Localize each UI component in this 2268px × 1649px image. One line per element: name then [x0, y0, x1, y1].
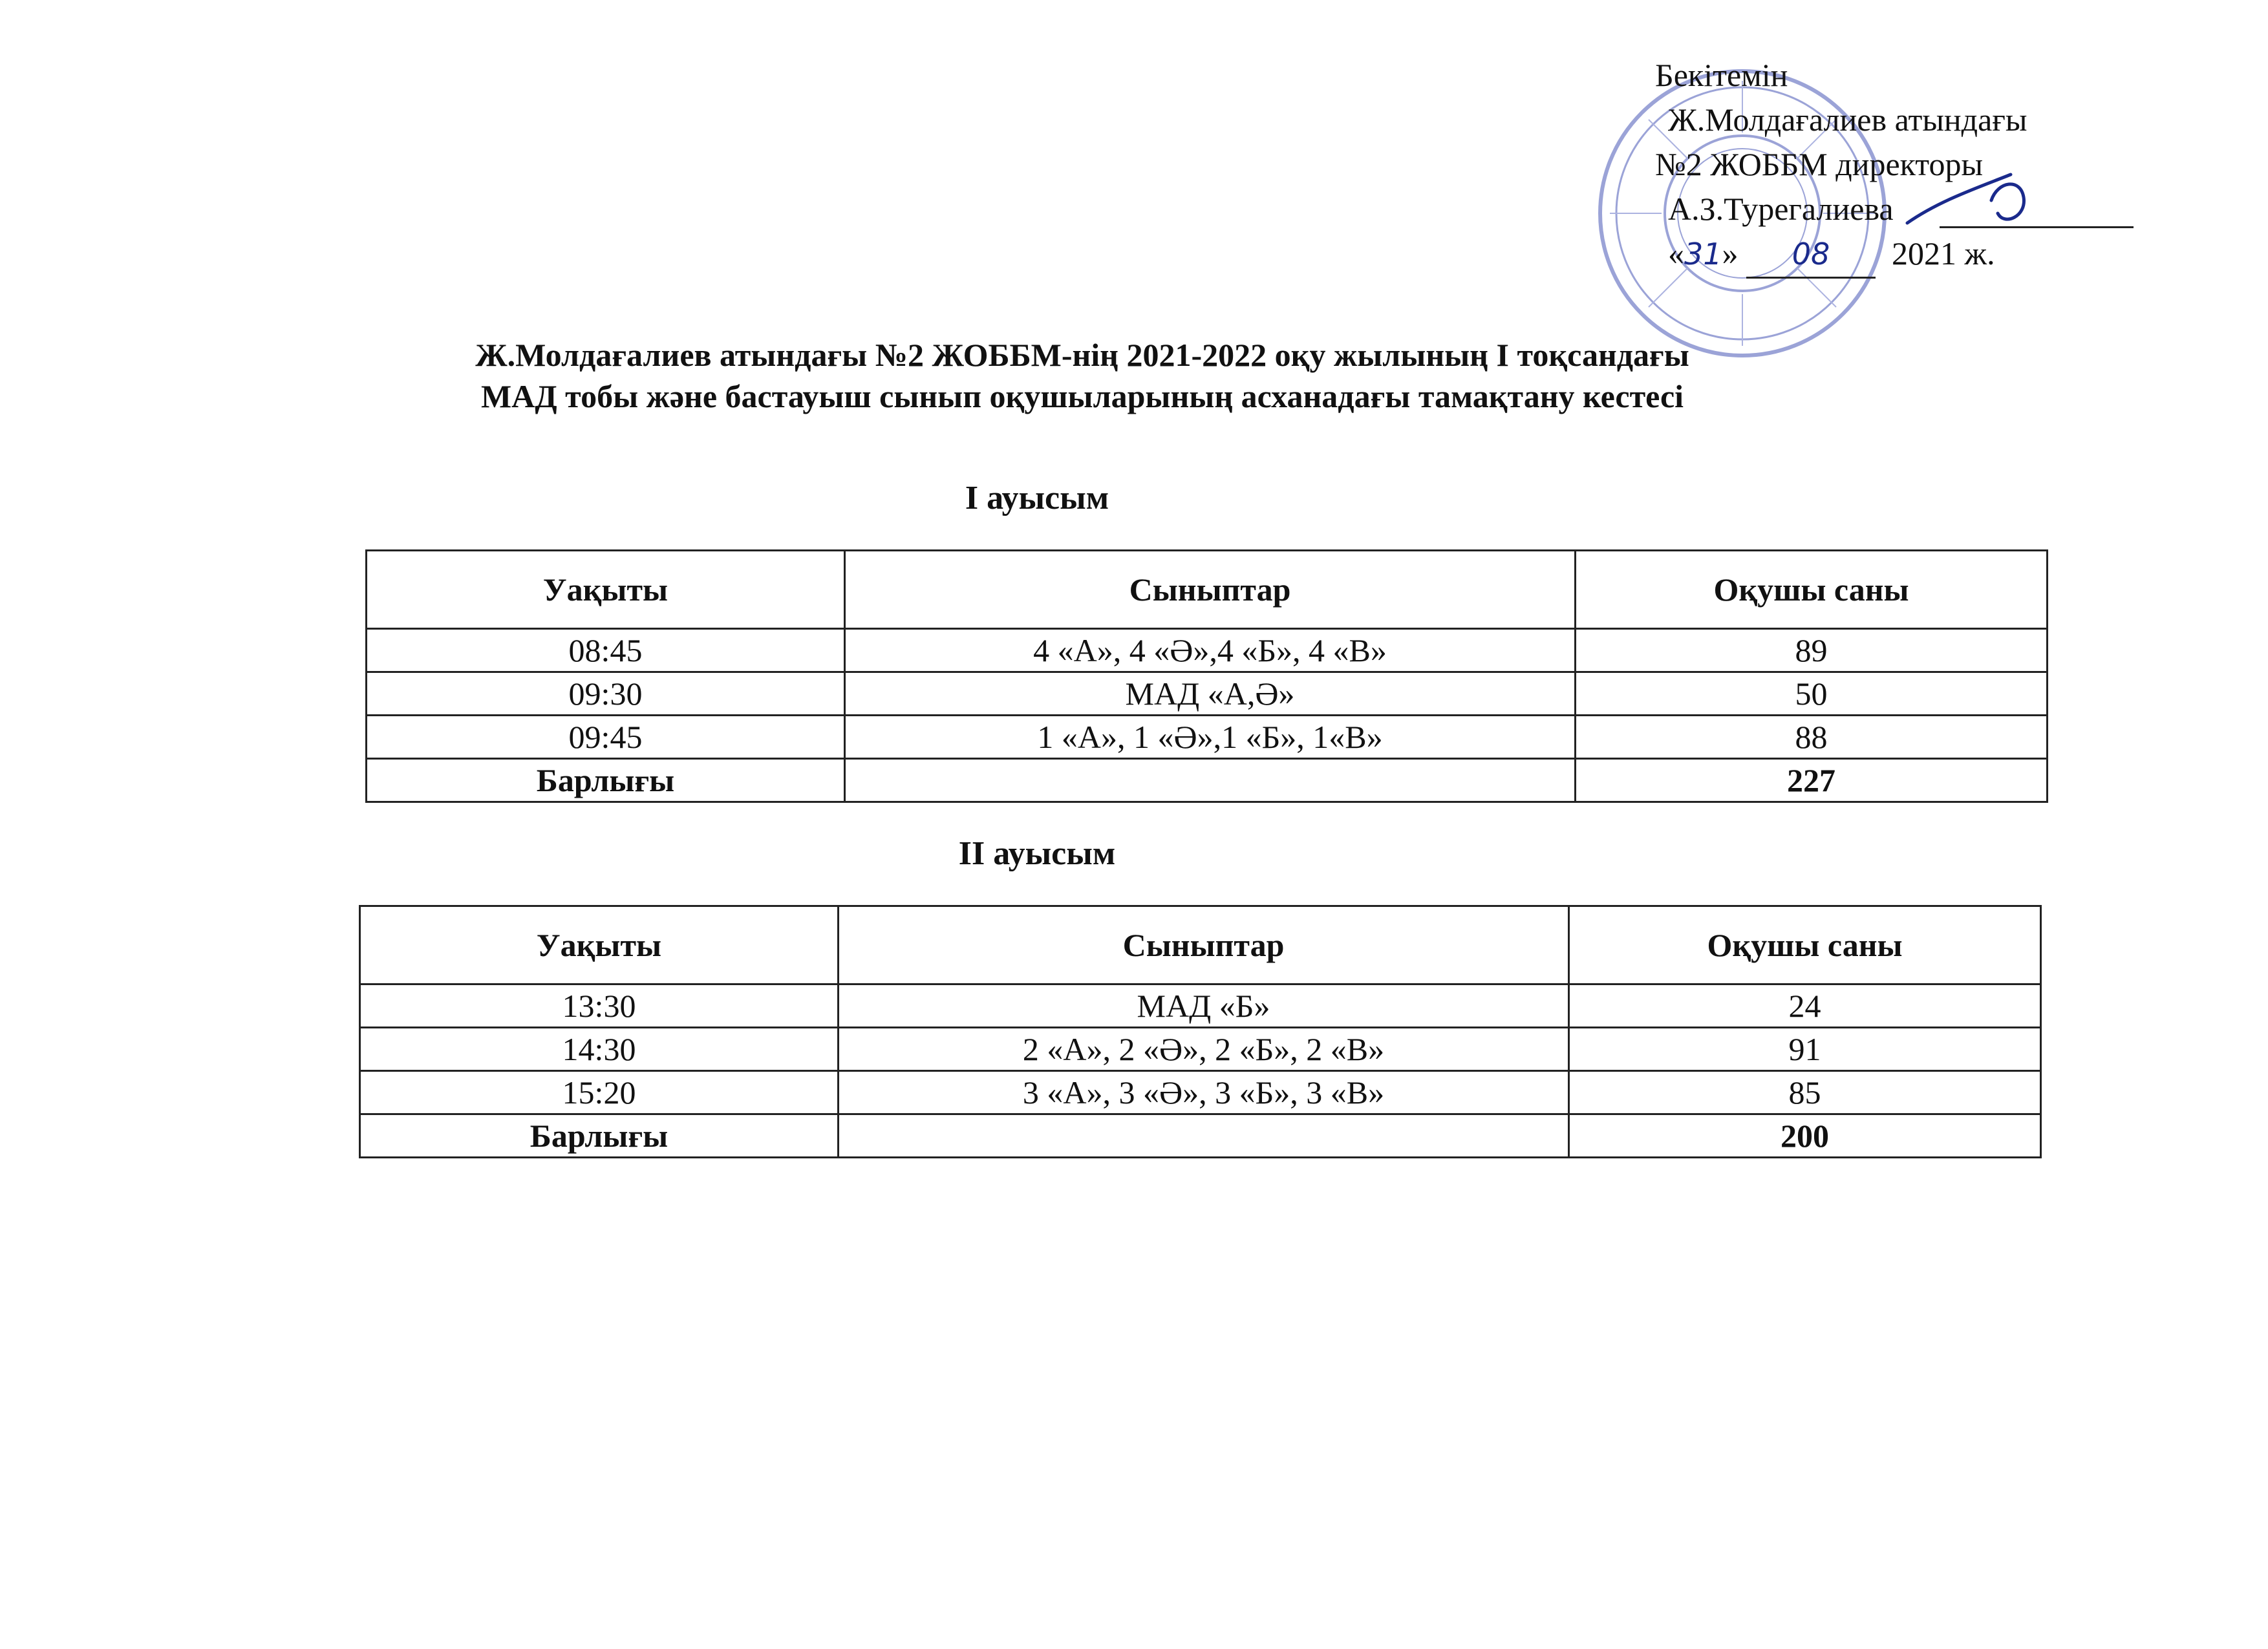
total-value: 200: [1569, 1114, 2041, 1158]
shift-2-table: [359, 905, 2042, 1158]
cell-classes: МАД «А,Ә»: [845, 672, 1576, 716]
header-count: Оқушы саны: [1576, 551, 2048, 629]
cell-time: 09:30: [367, 672, 845, 716]
shift-1-heading: І ауысым: [965, 480, 1109, 516]
approval-date-month-blank: [1746, 231, 1876, 279]
cell-count: 91: [1569, 1028, 2041, 1071]
cell-time: 09:45: [367, 716, 845, 759]
table-row: [360, 1028, 2041, 1071]
table-header-row: [367, 551, 2048, 629]
cell-classes: 4 «А», 4 «Ә»,4 «Б», 4 «В»: [845, 629, 1576, 672]
approval-block: [1655, 53, 2185, 279]
cell-count: 88: [1576, 716, 2048, 759]
cell-count: 24: [1569, 984, 2041, 1028]
cell-classes: МАД «Б»: [839, 984, 1569, 1028]
table-total-row: [360, 1114, 2041, 1158]
shift-1-table: [365, 549, 2048, 803]
header-time: Уақыты: [360, 906, 839, 984]
table-row: [367, 629, 2048, 672]
approval-date-year: 2021 ж.: [1892, 235, 1995, 271]
approval-date-day: 31: [1684, 237, 1722, 271]
table-header-row: [360, 906, 2041, 984]
cell-count: 89: [1576, 629, 2048, 672]
approve-word: Бекітемін: [1655, 57, 1788, 93]
approval-name-line: А.З.Турегалиева: [1668, 191, 1894, 227]
shift-2-heading: ІІ ауысым: [958, 835, 1116, 872]
approval-school-line: Ж.Молдағалиев атындағы: [1668, 101, 2027, 138]
cell-time: 08:45: [367, 629, 845, 672]
cell-classes: 2 «А», 2 «Ә», 2 «Б», 2 «В»: [839, 1028, 1569, 1071]
cell-count: 85: [1569, 1071, 2041, 1114]
header-classes: Сыныптар: [839, 906, 1569, 984]
cell-classes: 1 «А», 1 «Ә»,1 «Б», 1«В»: [845, 716, 1576, 759]
total-value: 227: [1576, 759, 2048, 802]
table-row: [367, 716, 2048, 759]
approval-date-line: «31» 08 2021 ж.: [1655, 231, 2185, 279]
table-row: [367, 672, 2048, 716]
table-total-row: [367, 759, 2048, 802]
total-empty-cell: [845, 759, 1576, 802]
document-title-line2: МАД тобы және бастауыш сынып оқушыларының асханадағы тамақтану кестесі: [480, 378, 1684, 414]
header-classes: Сыныптар: [845, 551, 1576, 629]
document-title-line1: Ж.Молдағалиев атындағы №2 ЖОББМ-нің 2021-2022 оқу жылының І тоқсандағы: [475, 337, 1689, 373]
table-row: [360, 984, 2041, 1028]
total-label: Барлығы: [367, 759, 845, 802]
header-count: Оқушы саны: [1569, 906, 2041, 984]
cell-time: 13:30: [360, 984, 839, 1028]
cell-time: 15:20: [360, 1071, 839, 1114]
total-label: Барлығы: [360, 1114, 839, 1158]
cell-count: 50: [1576, 672, 2048, 716]
header-time: Уақыты: [367, 551, 845, 629]
cell-time: 14:30: [360, 1028, 839, 1071]
total-empty-cell: [839, 1114, 1569, 1158]
signature-underline: [1940, 226, 2134, 228]
approval-director-line: №2 ЖОББМ директоры: [1655, 146, 1984, 182]
cell-classes: 3 «А», 3 «Ә», 3 «Б», 3 «В»: [839, 1071, 1569, 1114]
approval-date-month: 08: [1792, 237, 1830, 271]
table-row: [360, 1071, 2041, 1114]
